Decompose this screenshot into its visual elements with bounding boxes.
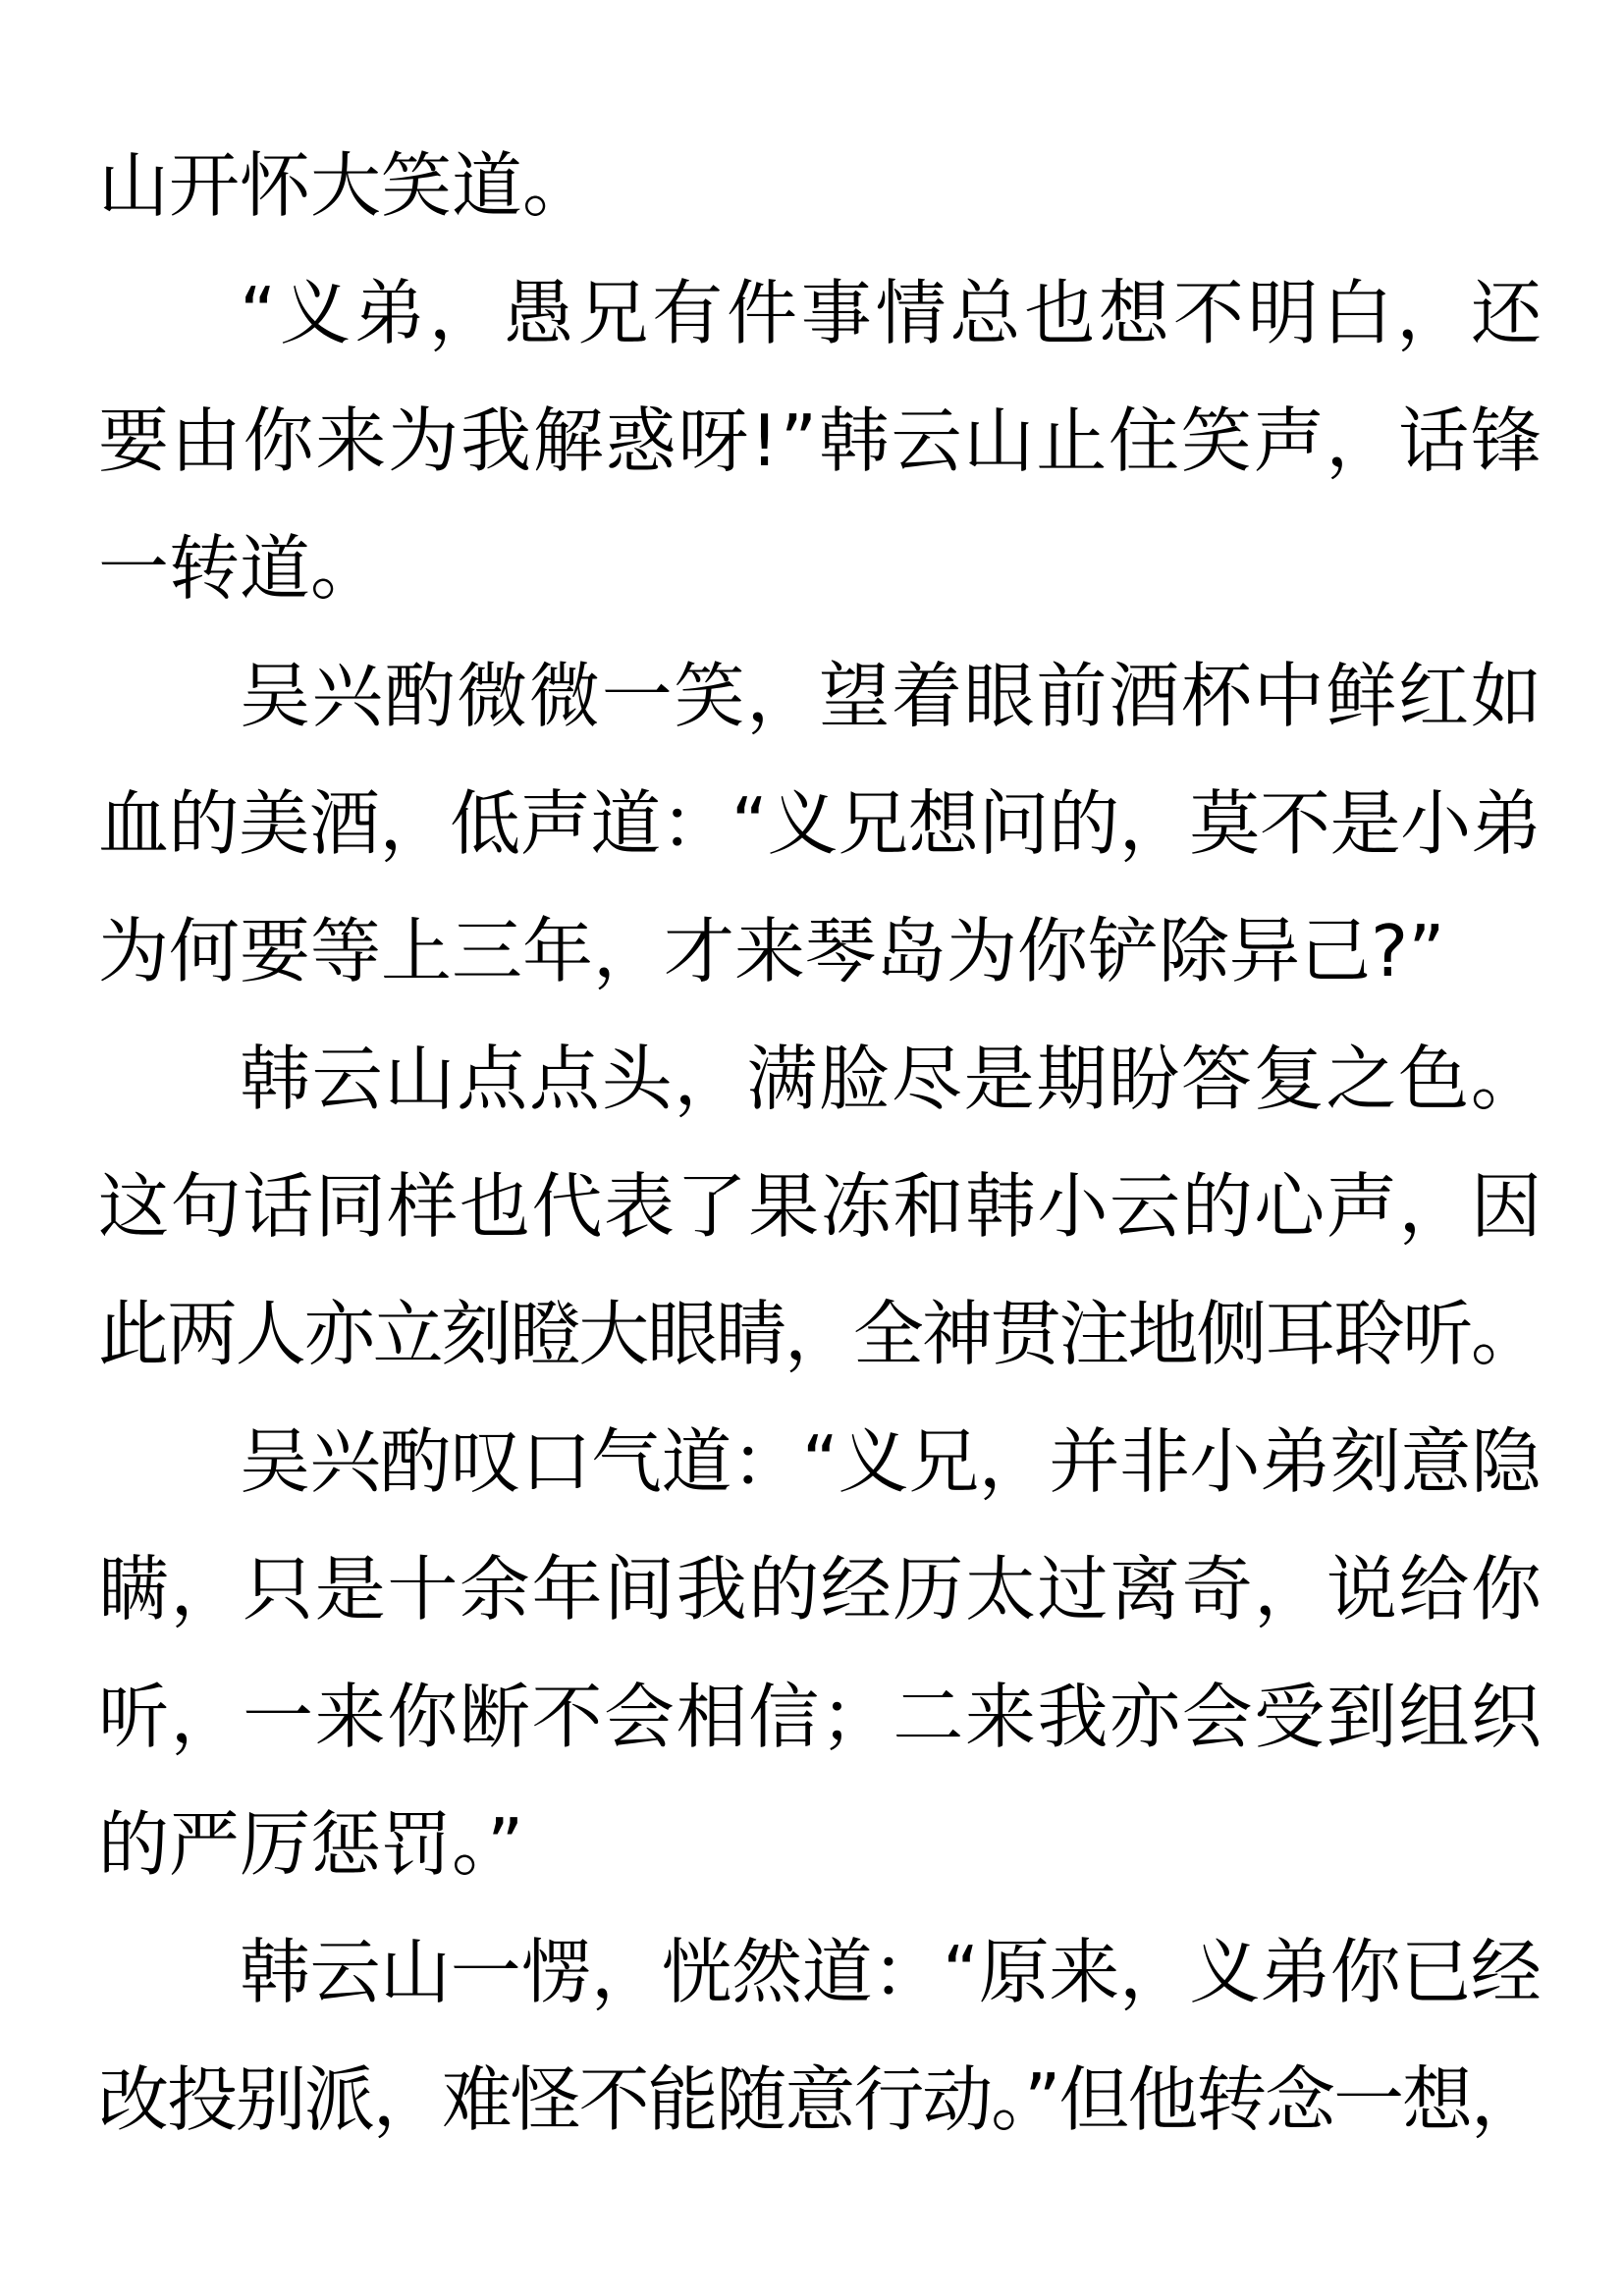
text-line: 韩云山点点头，满脸尽是期盼答复之色。 xyxy=(240,1038,1543,1120)
text-line: 韩云山一愣，恍然道：“原来，义弟你已经 xyxy=(240,1931,1542,2013)
text-line: 山开怀大笑道。 xyxy=(98,144,594,227)
text-line: 一转道。 xyxy=(98,527,382,610)
text-line: “义弟，愚兄有件事情总也想不明白，还 xyxy=(240,272,1545,354)
text-line: 吴兴酌微微一笑，望着眼前酒杯中鲜红如 xyxy=(240,655,1543,737)
text-line: 此两人亦立刻瞪大眼睛，全神贯注地侧耳聆听。 xyxy=(98,1293,1540,1375)
text-line: 的严厉惩罚。” xyxy=(98,1803,524,1886)
text-line: 改投别派，难怪不能随意行动。”但他转念一想， xyxy=(98,2058,1540,2141)
text-line: 吴兴酌叹口气道：“义兄，并非小弟刻意隐 xyxy=(240,1420,1542,1503)
text-line: 瞒，只是十余年间我的经历太过离奇，说给你 xyxy=(98,1548,1543,1630)
text-line: 这句话同样也代表了果冻和韩小云的心声，因 xyxy=(98,1165,1543,1248)
text-line: 要由你来为我解惑呀!”韩云山止住笑声，话锋 xyxy=(98,400,1543,482)
text-line: 为何要等上三年，才来琴岛为你铲除异己?” xyxy=(98,910,1445,992)
text-line: 血的美酒，低声道：“义兄想问的，莫不是小弟 xyxy=(98,782,1542,865)
text-line: 听，一来你断不会相信；二来我亦会受到组织 xyxy=(98,1676,1543,1758)
body-text xyxy=(98,122,1545,2163)
